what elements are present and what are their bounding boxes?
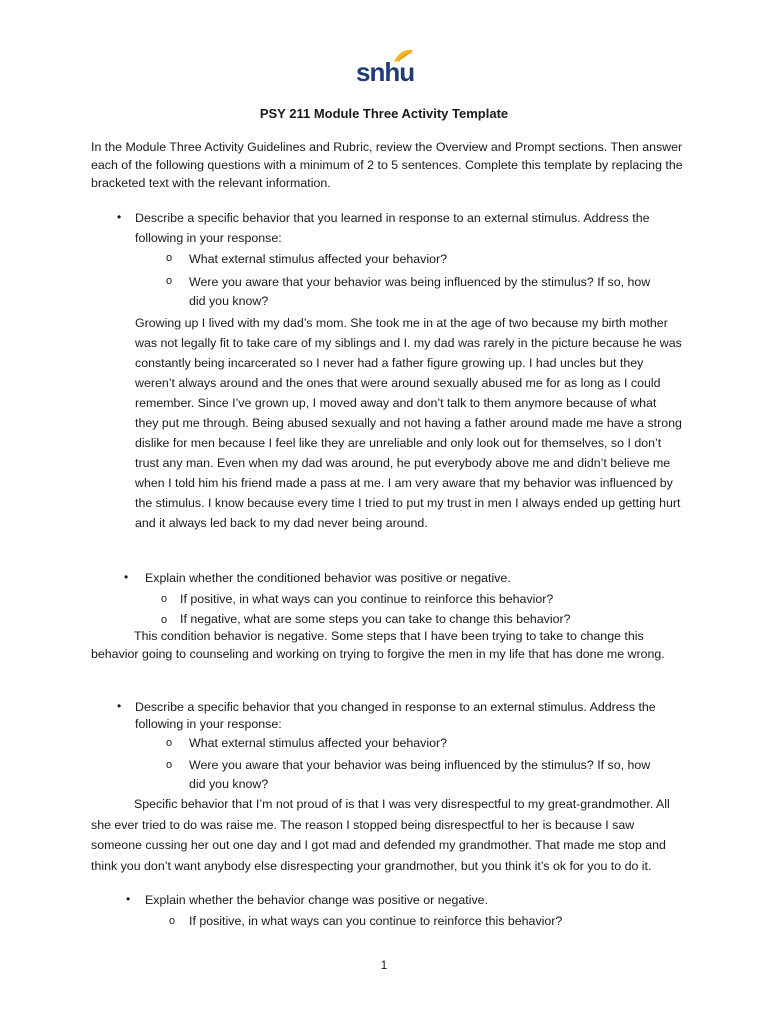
bullet-icon: • xyxy=(117,699,122,713)
section1-answer: Growing up I lived with my dad’s mom. She took me in at the age of two because my birth mother was not legally fit to take care of my siblings and I. my dad was rarely in the picture because he was constantly being incarcerated so I never had a father figure growing up. I had uncles but they weren’t always around and the ones that were around sexually abused me for as long as I could remember. Since I’ve grown up, I moved away and don’t talk to them anymore because of what they put me through. Being abused sexually and not having a father around made me have a strong dislike for men because I feel like they are unreliable and only look out for themselves, so I don’t trust any man. Even when my dad was around, he put everybody above me and didn’t believe me when I told him his friend made a pass at me. I am very aware that my behavior was influenced by the stimulus. I know because every time I tried to put my trust in men I always ended up getting hurt and it always led back to my dad never being around. xyxy=(135,316,682,530)
section3-bullet-line2: following in your response: xyxy=(135,717,282,731)
leaf-icon xyxy=(392,48,414,64)
section1-bullet-line1: Describe a specific behavior that you learned in response to an external stimulus. Address the xyxy=(135,211,650,225)
page-number: 1 xyxy=(380,958,388,972)
section3-sub2-line2: did you know? xyxy=(189,777,269,791)
section2-sub2: If negative, what are some steps you can take to change this behavior? xyxy=(180,612,571,626)
section1-sub2-line1: Were you aware that your behavior was being influenced by the stimulus? If so, how xyxy=(189,275,651,289)
section4-bullet: Explain whether the behavior change was positive or negative. xyxy=(145,893,489,907)
sub-bullet-icon: o xyxy=(161,614,168,626)
intro-paragraph: In the Module Three Activity Guidelines and Rubric, review the Overview and Prompt sections. Then answer each of the following questions with a minimum of 2 to 5 sentences. Complete this template by replacing the bracketed text with the relevant information. xyxy=(91,140,683,190)
page-title: PSY 211 Module Three Activity Template xyxy=(259,106,509,121)
sub-bullet-icon: o xyxy=(169,915,176,927)
logo-text: snhu xyxy=(356,57,415,87)
snhu-logo xyxy=(340,48,428,90)
section1-bullet-line2: following in your response: xyxy=(135,231,282,245)
section1-sub2-line2: did you know? xyxy=(189,294,269,308)
sub-bullet-icon: o xyxy=(166,252,173,264)
sub-bullet-icon: o xyxy=(166,759,173,771)
section2-answer xyxy=(91,627,681,663)
bullet-icon: • xyxy=(117,210,122,224)
sub-bullet-icon: o xyxy=(166,275,173,287)
bullet-icon: • xyxy=(126,892,131,906)
sub-bullet-icon: o xyxy=(161,593,168,605)
section1-sub1: What external stimulus affected your behavior? xyxy=(189,252,448,266)
section4-sub1: If positive, in what ways can you continue to reinforce this behavior? xyxy=(189,914,563,928)
section3-answer xyxy=(91,794,681,876)
bullet-icon: • xyxy=(124,570,129,584)
section2-sub1: If positive, in what ways can you continue to reinforce this behavior? xyxy=(180,592,554,606)
section2-bullet: Explain whether the conditioned behavior was positive or negative. xyxy=(145,571,511,585)
section3-sub1: What external stimulus affected your behavior? xyxy=(189,736,448,750)
section3-sub2-line1: Were you aware that your behavior was being influenced by the stimulus? If so, how xyxy=(189,758,651,772)
section3-bullet-line1: Describe a specific behavior that you changed in response to an external stimulus. Address the xyxy=(135,700,656,714)
sub-bullet-icon: o xyxy=(166,737,173,749)
section2-answer-text: This condition behavior is negative. Some steps that I have been trying to take to change this behavior going to counseling and working on trying to forgive the men in my life that has done me wrong. xyxy=(91,629,665,661)
section3-answer-text: Specific behavior that I’m not proud of is that I was very disrespectful to my great-grandmother. All she ever tried to do was raise me. The reason I stopped being disrespectful to her is because I saw someone cussing her out one day and I got mad and defended my grandmother. That made me stop and think you don’t want anybody else disrespecting your grandmother, but you think it’s ok for you to do it. xyxy=(91,797,670,873)
